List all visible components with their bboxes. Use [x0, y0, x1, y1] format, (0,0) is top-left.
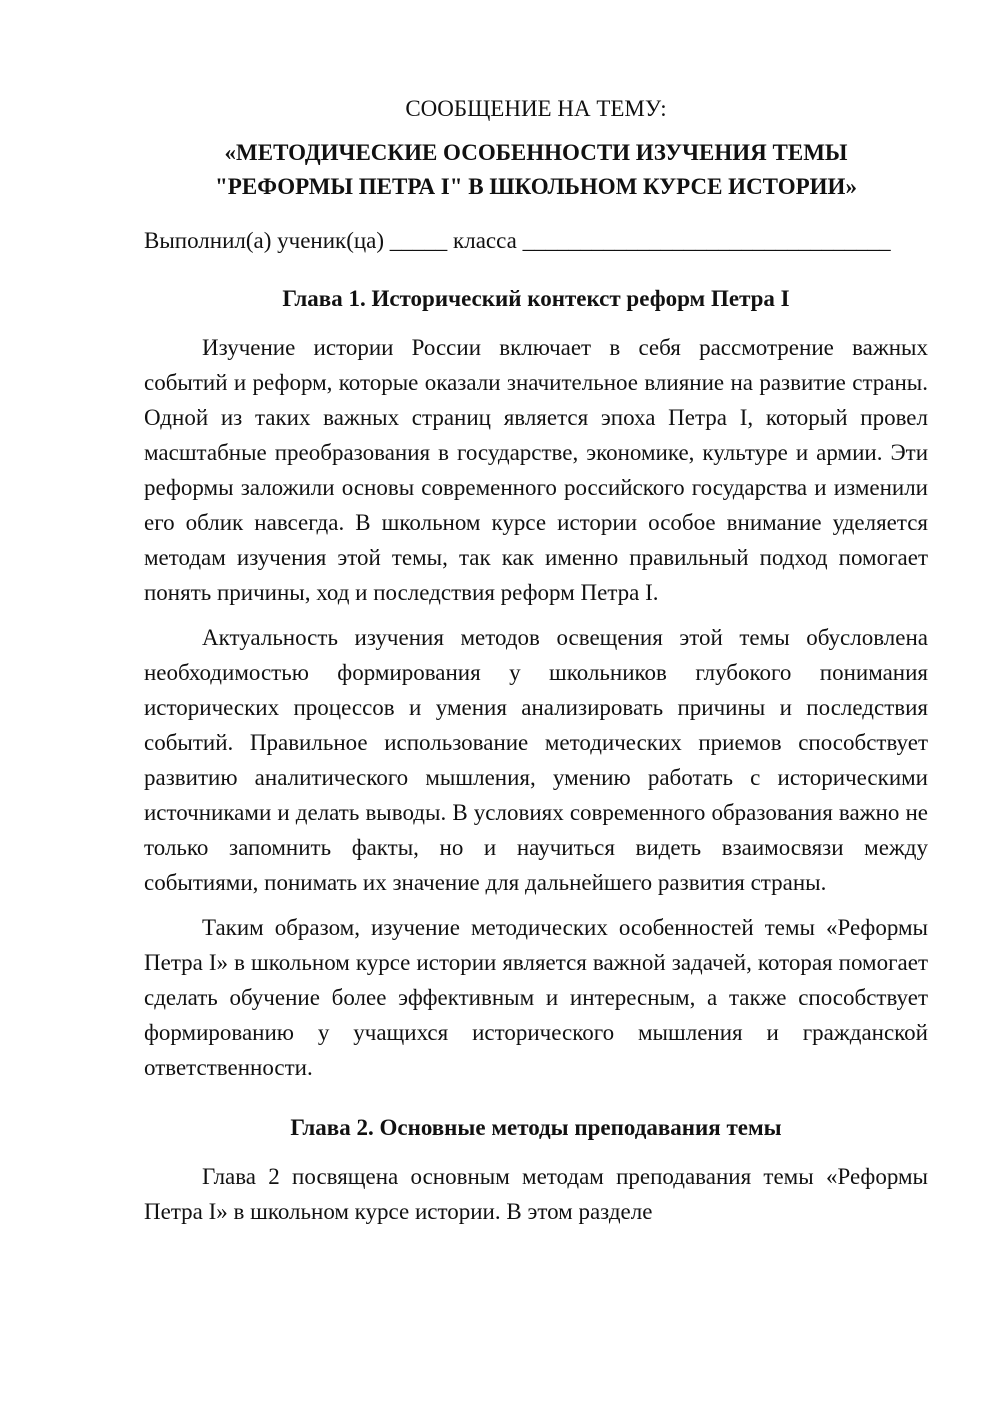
paragraph: Таким образом, изучение методических особенностей темы «Реформы Петра I» в школьном курсе истории является важной задачей, которая помогает сделать обучение более эффективным и интересным, а также способствует формированию у учащихся исторического мышления и гражданской ответственности. [144, 915, 928, 1080]
paragraph: Изучение истории России включает в себя рассмотрение важных событий и реформ, которые оказали значительное влияние на развитие страны. Одной из таких важных страниц является эпоха Петра I, который провел масштабные преобразования в государстве, экономике, культуре и армии. Эти реформы заложили основы современного российского государства и изменили его облик навсегда. В школьном курсе истории особое внимание уделяется методам изучения этой темы, так как именно правильный подход помогает понять причины, ход и последствия реформ Петра I. [144, 335, 928, 605]
title-line: «МЕТОДИЧЕСКИЕ ОСОБЕННОСТИ ИЗУЧЕНИЯ ТЕМЫ [224, 140, 848, 165]
chapter-heading: Глава 1. Исторический контекст реформ Петра I [282, 286, 790, 311]
title-line: "РЕФОРМЫ ПЕТРА I" В ШКОЛЬНОМ КУРСЕ ИСТОРИИ» [215, 174, 857, 199]
document-title [144, 136, 928, 204]
document-type: СООБЩЕНИЕ НА ТЕМУ: [405, 96, 667, 121]
author-line: Выполнил(а) ученик(ца) _____ класса ________________________________ [144, 228, 891, 253]
document-body [144, 92, 928, 1239]
chapter-2 [144, 1111, 928, 1229]
chapter-heading: Глава 2. Основные методы преподавания темы [290, 1115, 782, 1140]
paragraph: Глава 2 посвящена основным методам преподавания темы «Реформы Петра I» в школьном курсе истории. В этом разделе [144, 1164, 928, 1224]
chapter-1 [144, 282, 928, 1085]
paragraph: Актуальность изучения методов освещения этой темы обусловлена необходимостью формирования у школьников глубокого понимания исторических процессов и умения анализировать причины и последствия событий. Правильное использование методических приемов способствует развитию аналитического мышления, умению работать с историческими источниками и делать выводы. В условиях современного образования важно не только запомнить факты, но и научиться видеть взаимосвязи между событиями, понимать их значение для дальнейшего развития страны. [144, 625, 928, 895]
